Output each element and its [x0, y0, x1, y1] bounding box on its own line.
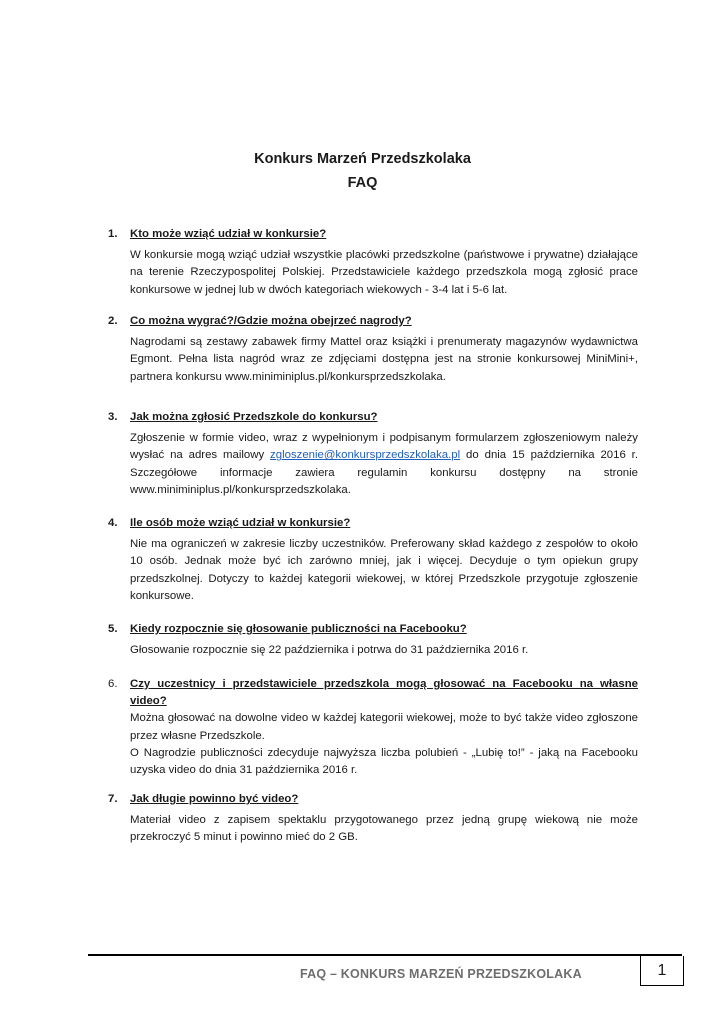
faq-item-4 — [108, 515, 638, 605]
faq-number: 6. — [108, 678, 118, 690]
page-number: 1 — [640, 956, 684, 986]
faq-question: Jak długie powinno być video? — [130, 793, 299, 805]
footer-text: FAQ – KONKURS MARZEŃ PRZEDSZKOLAKA — [300, 967, 582, 981]
faq-item-5 — [108, 621, 638, 659]
faq-answer — [108, 430, 638, 499]
faq-answer-text: do dnia 15 października 2016 r. Szczegółowe informacje zawiera regulamin konkursu dostępny na stronie www.miniminiplus.pl/konkursprzedszkolaka. — [130, 449, 638, 496]
faq-question: Co można wygrać?/Gdzie można obejrzeć nagrody? — [130, 315, 412, 327]
faq-number: 4. — [108, 517, 118, 529]
faq-number: 1. — [108, 228, 118, 240]
faq-question: Kto może wziąć udział w konkursie? — [130, 228, 327, 240]
document-title: Konkurs Marzeń Przedszkolaka — [254, 151, 471, 167]
faq-item-7 — [108, 791, 638, 847]
faq-question: Jak można zgłosić Przedszkole do konkursu? — [130, 411, 378, 423]
email-link[interactable]: zgloszenie@konkursprzedszkolaka.pl — [270, 449, 461, 462]
faq-question: Kiedy rozpocznie się głosowanie publiczności na Facebooku? — [130, 623, 467, 635]
faq-item-2 — [108, 313, 638, 386]
faq-number: 2. — [108, 315, 118, 327]
faq-answer: Głosowanie rozpocznie się 22 października i potrwa do 31 października 2016 r. — [130, 644, 529, 657]
faq-question: Ile osób może wziąć udział w konkursie? — [130, 517, 351, 529]
faq-item-3 — [108, 409, 638, 499]
footer-divider — [88, 954, 682, 956]
faq-answer: W konkursie mogą wziąć udział wszystkie placówki przedszkolne (państwowe i prywatne) działające na terenie Rzeczypospolitej Polskiej. Przedstawiciele każdego przedszkola mogą zgłosić prace konkursowe w jednej lub w dwóch kategoriach wiekowych - 3-4 lat i 5-6 lat. — [130, 249, 638, 296]
faq-question: Czy uczestnicy i przedstawiciele przedszkola mogą głosować na Facebooku na własne video? — [130, 678, 638, 708]
faq-number: 5. — [108, 623, 118, 635]
faq-answer-text: Zgłoszenie w formie video, wraz z wypełnionym i podpisanym formularzem zgłoszeniowym należy wysłać na adres mailowy — [130, 432, 638, 462]
faq-item-1 — [108, 226, 638, 299]
faq-answer-paragraph: Można głosować na dowolne video w każdej kategorii wiekowej, może to być także video zgłoszone przez własne Przedszkole. — [130, 712, 638, 742]
document-subtitle: FAQ — [347, 175, 378, 191]
faq-answer: Materiał video z zapisem spektaklu przygotowanego przez jedną grupę wiekową nie może przekroczyć 5 minut i powinno mieć do 2 GB. — [130, 814, 638, 844]
faq-answer: Nagrodami są zestawy zabawek firmy Mattel oraz książki i prenumeraty magazynów wydawnictwa Egmont. Pełna lista nagród wraz ze zdjęciami dostępna jest na stronie konkursowej MiniMini+, partnera konkursu www.miniminiplus.pl/konkursprzedszkolaka. — [130, 336, 638, 383]
faq-item-6 — [108, 676, 638, 779]
faq-number: 3. — [108, 411, 118, 423]
faq-answer: Nie ma ograniczeń w zakresie liczby uczestników. Preferowany skład każdego z zespołów to około 10 osób. Jednak może być ich zarówno mniej, jak i więcej. Decyduje o tym opiekun grupy przedszkolnej. Dotyczy to każdej kategorii wiekowej, w której Przedszkole przygotuje zgłoszenie konkursowe. — [130, 538, 638, 602]
faq-answer-paragraph: O Nagrodzie publiczności zdecyduje najwyższa liczba polubień - „Lubię to!” - jaką na Facebooku uzyska video do dnia 31 października 2016 r. — [130, 746, 638, 777]
faq-answer — [108, 710, 638, 779]
faq-number: 7. — [108, 793, 118, 805]
